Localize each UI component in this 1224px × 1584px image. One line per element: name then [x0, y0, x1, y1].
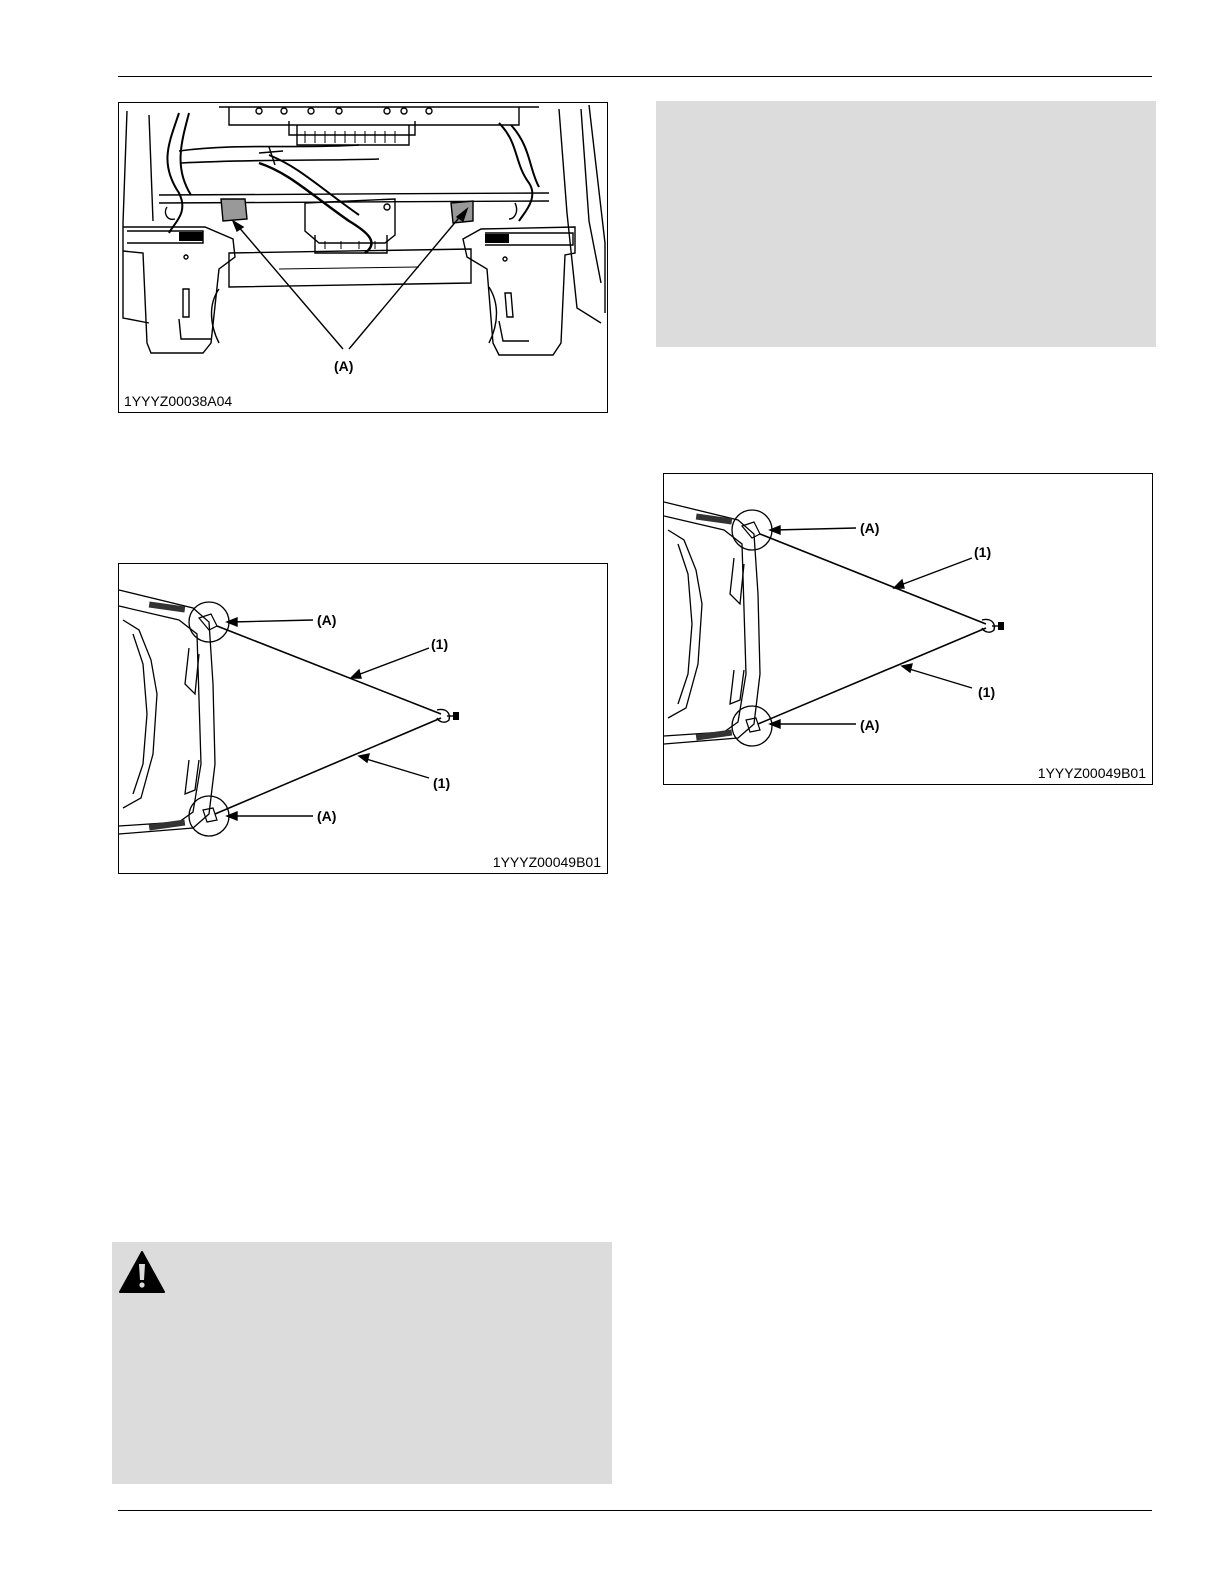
fig3-callout-a-bottom: (A) [860, 717, 880, 733]
warning-triangle-icon [118, 1250, 166, 1294]
fig2-callout-1-top: (1) [431, 636, 449, 652]
figure-code: 1YYYZ00049B01 [1037, 765, 1146, 781]
cable-diagram-illustration [119, 564, 607, 873]
figure-code: 1YYYZ00049B01 [492, 854, 601, 870]
figure-cable-right [663, 473, 1153, 785]
footer-rule [118, 1510, 1152, 1511]
fig3-callout-a-top: (A) [860, 520, 880, 536]
cable-diagram-illustration [664, 474, 1152, 784]
figure-cable-left [118, 563, 608, 874]
fig2-callout-a-top: (A) [317, 612, 337, 628]
fig1-callout-a: (A) [334, 358, 354, 374]
figure-code: 1YYYZ00038A04 [124, 393, 233, 409]
fig2-callout-1-bottom: (1) [433, 775, 451, 791]
note-panel [656, 101, 1156, 347]
fig3-callout-1-bottom: (1) [978, 684, 996, 700]
warning-panel [112, 1242, 612, 1484]
machine-front-illustration [119, 103, 607, 412]
figure-machine-front [118, 102, 608, 413]
header-rule [118, 76, 1152, 77]
fig3-callout-1-top: (1) [974, 544, 992, 560]
fig2-callout-a-bottom: (A) [317, 808, 337, 824]
